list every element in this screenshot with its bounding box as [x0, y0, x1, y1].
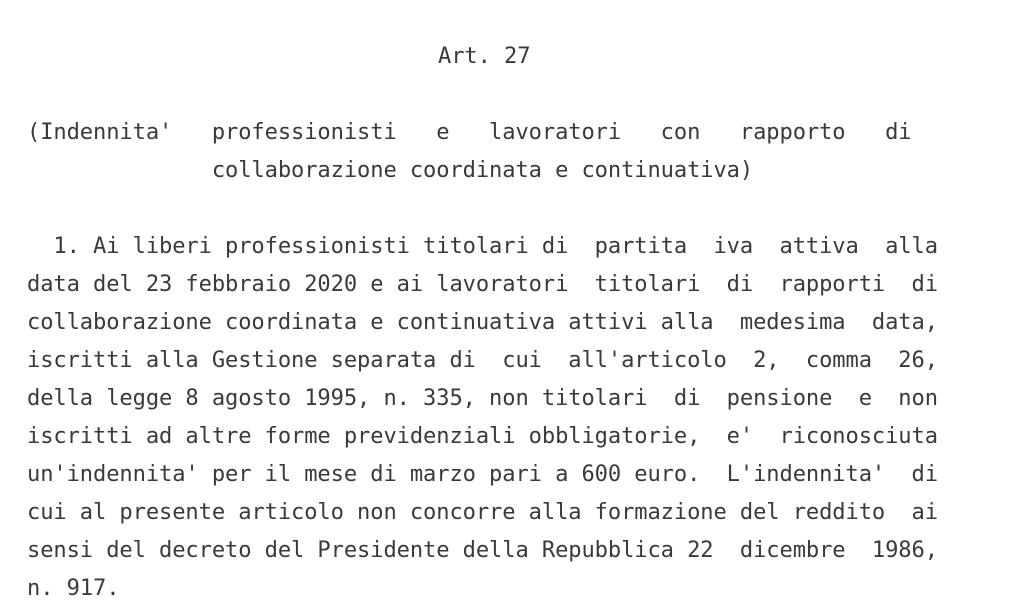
body-line: un'indennita' per il mese di marzo pari a 600 euro. L'indennita' di: [27, 461, 938, 487]
body-line: 1. Ai liberi professionisti titolari di partita iva attiva alla: [27, 233, 938, 259]
article-heading-line-2: collaborazione coordinata e continuativa): [27, 157, 754, 183]
body-line: collaborazione coordinata e continuativa attivi alla medesima data,: [27, 309, 938, 335]
body-line: della legge 8 agosto 1995, n. 335, non titolari di pensione e non: [27, 385, 938, 411]
body-line: data del 23 febbraio 2020 e ai lavoratori titolari di rapporti di: [27, 271, 938, 297]
body-line: sensi del decreto del Presidente della Repubblica 22 dicembre 1986,: [27, 537, 938, 563]
body-line: iscritti alla Gestione separata di cui all'articolo 2, comma 26,: [27, 347, 938, 373]
body-line: n. 917.: [27, 575, 120, 601]
article-heading-line-1: (Indennita' professionisti e lavoratori con rapporto di: [27, 119, 912, 145]
body-line: iscritti ad altre forme previdenziali obbligatorie, e' riconosciuta: [27, 423, 938, 449]
body-line: cui al presente articolo non concorre alla formazione del reddito ai: [27, 499, 938, 525]
article-number: Art. 27: [438, 43, 531, 69]
